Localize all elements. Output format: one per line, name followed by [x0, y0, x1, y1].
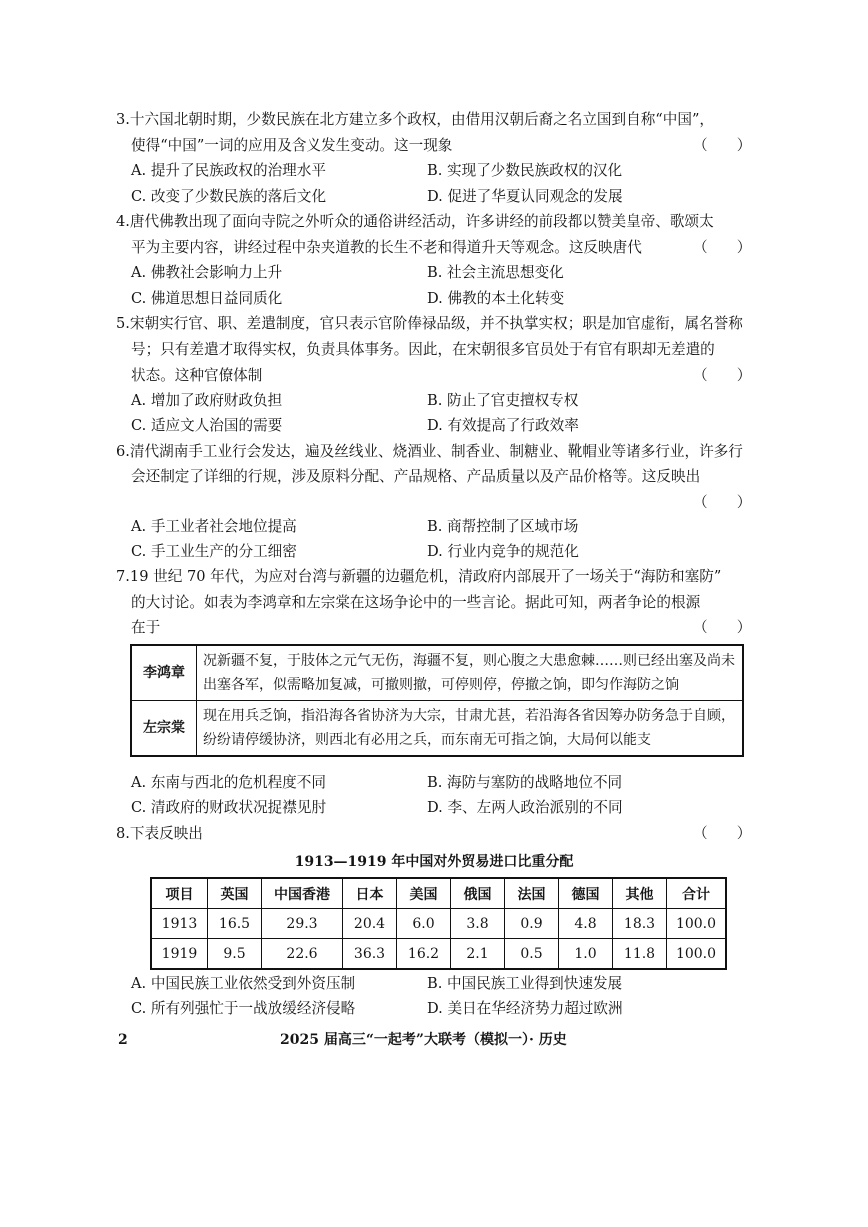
table-row [131, 645, 743, 701]
q8-option-d: D. 美日在华经济势力超过欧洲 [427, 1000, 623, 1017]
q6-answer-blank: （ ） [693, 494, 752, 511]
q4-answer-blank: （ ） [693, 239, 752, 256]
q5-stem-line2: 号；只有差遣才取得实权，负责具体事务。因此，在宋朝很多官员处于有官有职却无差遣的 [131, 341, 715, 358]
table-row [131, 701, 743, 757]
table-row [151, 939, 726, 970]
q3-stem-line1: 3.十六国北朝时期，少数民族在北方建立多个政权，由借用汉朝后裔之名立国到自称“中国”， [116, 111, 715, 128]
table-header-cell: 合计 [667, 878, 727, 909]
q5-stem-line3: 状态。这种官僚体制 [131, 367, 263, 384]
table-cell: 0.5 [505, 939, 559, 970]
q7-answer-blank: （ ） [693, 619, 752, 636]
q7-stem-line1: 7.19 世纪 70 年代，为应对台湾与新疆的边疆危机，清政府内部展开了一场关于“海防和塞防” [116, 568, 722, 585]
table-cell: 6.0 [397, 909, 451, 939]
table-cell: 9.5 [208, 939, 262, 970]
table-header-cell: 美国 [397, 878, 451, 909]
q5-option-c: C. 适应文人治国的需要 [131, 417, 283, 434]
q4-option-d: D. 佛教的本土化转变 [427, 290, 565, 307]
q7-option-d: D. 李、左两人政治派别的不同 [427, 799, 623, 816]
q4-stem-line1: 4.唐代佛教出现了面向寺院之外听众的通俗讲经活动，许多讲经的前段都以赞美皇帝、歌颂太 [116, 213, 714, 230]
q7-option-c: C. 清政府的财政状况捉襟见肘 [131, 799, 327, 816]
table-cell: 0.9 [505, 909, 559, 939]
q3-stem-line2: 使得“中国”一词的应用及含义发生变动。这一现象 [131, 137, 453, 154]
table-cell: 11.8 [613, 939, 667, 970]
table-header-cell: 日本 [343, 878, 397, 909]
q3-answer-blank: （ ） [693, 137, 752, 154]
trade-table-title: 1913—1919 年中国对外贸易进口比重分配 [294, 854, 574, 870]
q5-stem-line1: 5.宋朝实行官、职、差遣制度，官只表示官阶俸禄品级，并不执掌实权；职是加官虚衔，属名誉称 [116, 315, 743, 332]
table-cell: 1919 [151, 939, 208, 970]
table-cell: 16.5 [208, 909, 262, 939]
quote-speaker: 左宗棠 [131, 701, 197, 757]
q6-stem-line2: 会还制定了详细的行规，涉及原料分配、产品规格、产品质量以及产品价格等。这反映出 [131, 468, 701, 485]
q7-stem-line2: 的大讨论。如表为李鸿章和左宗棠在这场争论中的一些言论。据此可知，两者争论的根源 [131, 594, 701, 611]
q5-option-d: D. 有效提高了行政效率 [427, 417, 579, 434]
table-header-cell: 英国 [208, 878, 262, 909]
table-cell: 20.4 [343, 909, 397, 939]
table-cell: 1.0 [559, 939, 613, 970]
q6-option-d: D. 行业内竞争的规范化 [427, 543, 579, 560]
q8-option-b: B. 中国民族工业得到快速发展 [427, 975, 623, 992]
table-cell: 18.3 [613, 909, 667, 939]
q3-option-d: D. 促进了华夏认同观念的发展 [427, 188, 623, 205]
q4-stem-line2: 平为主要内容，讲经过程中杂夹道教的长生不老和得道升天等观念。这反映唐代 [131, 239, 642, 256]
table-cell: 16.2 [397, 939, 451, 970]
q3-option-a: A. 提升了民族政权的治理水平 [131, 162, 326, 179]
quote-text: 况新疆不复，于肢体之元气无伤，海疆不复，则心腹之大患愈棘……则已经出塞及尚未出塞各军，似需略加复减，可撤则撤，可停则停，停撤之饷，即匀作海防之饷 [197, 645, 744, 701]
q4-option-c: C. 佛道思想日益同质化 [131, 290, 283, 307]
q6-option-c: C. 手工业生产的分工细密 [131, 543, 297, 560]
table-cell: 1913 [151, 909, 208, 939]
q5-option-a: A. 增加了政府财政负担 [131, 392, 283, 409]
q7-option-a: A. 东南与西北的危机程度不同 [131, 774, 326, 791]
q7-stem-line3: 在于 [131, 619, 161, 636]
trade-table [150, 877, 727, 970]
q5-option-b: B. 防止了官吏擅权专权 [427, 392, 579, 409]
q5-answer-blank: （ ） [693, 367, 752, 384]
table-cell: 22.6 [262, 939, 343, 970]
q7-option-b: B. 海防与塞防的战略地位不同 [427, 774, 623, 791]
table-row [151, 909, 726, 939]
q6-stem-line1: 6.清代湖南手工业行会发达，遍及丝线业、烧酒业、制香业、制糖业、靴帽业等诸多行业，许多行 [116, 443, 743, 460]
table-cell: 3.8 [451, 909, 505, 939]
table-header-cell: 中国香港 [262, 878, 343, 909]
q6-option-b: B. 商帮控制了区域市场 [427, 518, 579, 535]
table-cell: 100.0 [667, 909, 727, 939]
table-cell: 36.3 [343, 939, 397, 970]
q4-option-a: A. 佛教社会影响力上升 [131, 264, 283, 281]
table-cell: 100.0 [667, 939, 727, 970]
q4-option-b: B. 社会主流思想变化 [427, 264, 564, 281]
table-header-cell: 俄国 [451, 878, 505, 909]
table-header-cell: 法国 [505, 878, 559, 909]
q6-option-a: A. 手工业者社会地位提高 [131, 518, 297, 535]
quote-text: 现在用兵乏饷，指沿海各省协济为大宗，甘肃尤甚，若沿海各省因筹办防务急于自顾，纷纷请停缓协济，则西北有必用之兵，而东南无可指之饷，大局何以能支 [197, 701, 744, 757]
table-header-cell: 项目 [151, 878, 208, 909]
q8-option-a: A. 中国民族工业依然受到外资压制 [131, 975, 356, 992]
q3-option-c: C. 改变了少数民族的落后文化 [131, 188, 327, 205]
quote-speaker: 李鸿章 [131, 645, 197, 701]
table-cell: 4.8 [559, 909, 613, 939]
table-header-row [151, 878, 726, 909]
table-header-cell: 其他 [613, 878, 667, 909]
q8-answer-blank: （ ） [693, 825, 752, 842]
q8-option-c: C. 所有列强忙于一战放缓经济侵略 [131, 1000, 356, 1017]
page-number: 2 [118, 1032, 128, 1048]
footer-title: 2025 届高三“一起考”大联考（模拟一）· 历史 [280, 1032, 567, 1048]
quote-table [130, 644, 744, 757]
q8-stem-line1: 8.下表反映出 [116, 825, 203, 842]
table-cell: 29.3 [262, 909, 343, 939]
q3-option-b: B. 实现了少数民族政权的汉化 [427, 162, 623, 179]
table-header-cell: 德国 [559, 878, 613, 909]
table-cell: 2.1 [451, 939, 505, 970]
